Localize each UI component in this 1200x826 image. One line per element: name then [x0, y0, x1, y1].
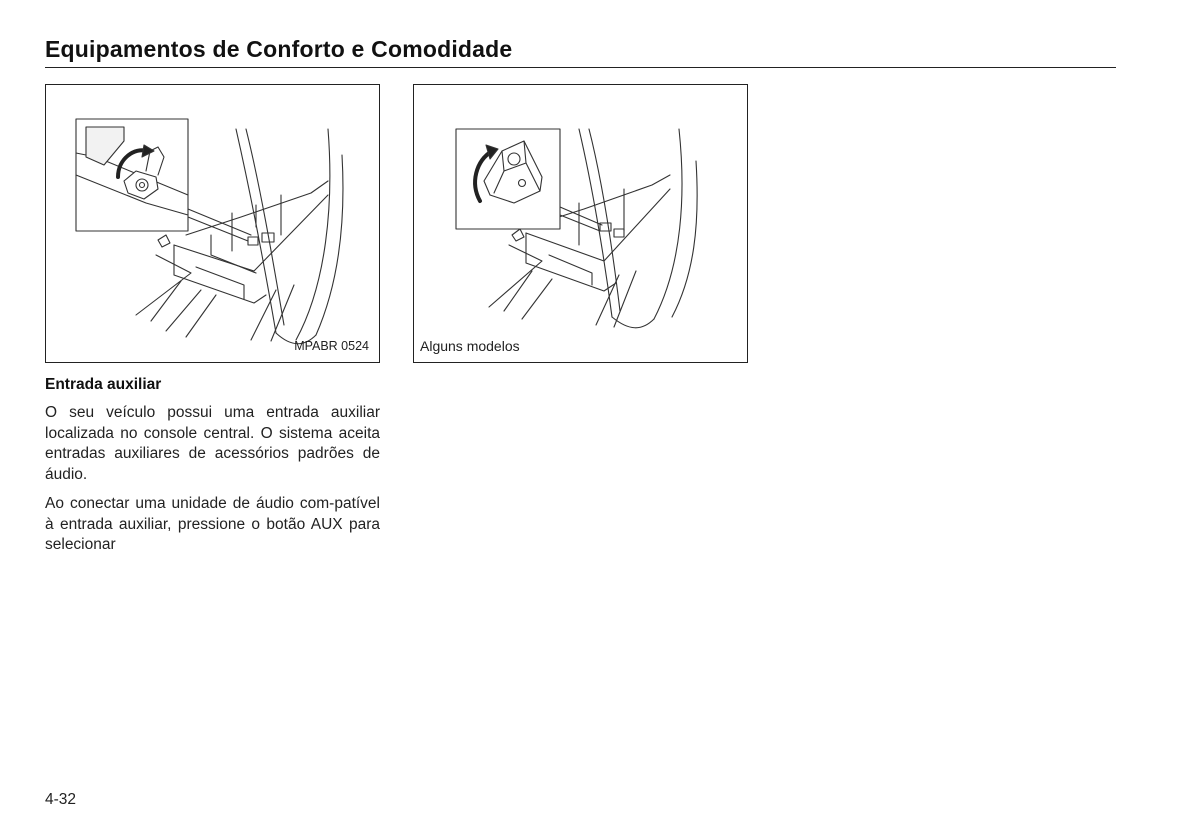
section-heading: Entrada auxiliar	[45, 376, 162, 393]
figure-aux-input-alt	[413, 84, 748, 363]
figure-code: MPABR 0524	[294, 339, 369, 353]
page-title: Equipamentos de Conforto e Comodidade	[45, 36, 513, 62]
header-divider	[45, 67, 1116, 68]
figure-aux-input-console	[45, 84, 380, 363]
paragraph: Ao conectar uma unidade de áudio com-patível à entrada auxiliar, pressione o botão AUX para selecionar	[45, 495, 380, 553]
paragraph: O seu veículo possui uma entrada auxiliar localizada no console central. O sistema aceita entradas auxiliares de acessórios padrões de áudio.	[45, 404, 380, 483]
figure-caption: Alguns modelos	[420, 338, 520, 354]
aux-input-section	[45, 376, 380, 565]
console-illustration	[46, 85, 379, 362]
console-illustration-alt	[414, 85, 747, 362]
page-number: 4-32	[45, 791, 77, 808]
